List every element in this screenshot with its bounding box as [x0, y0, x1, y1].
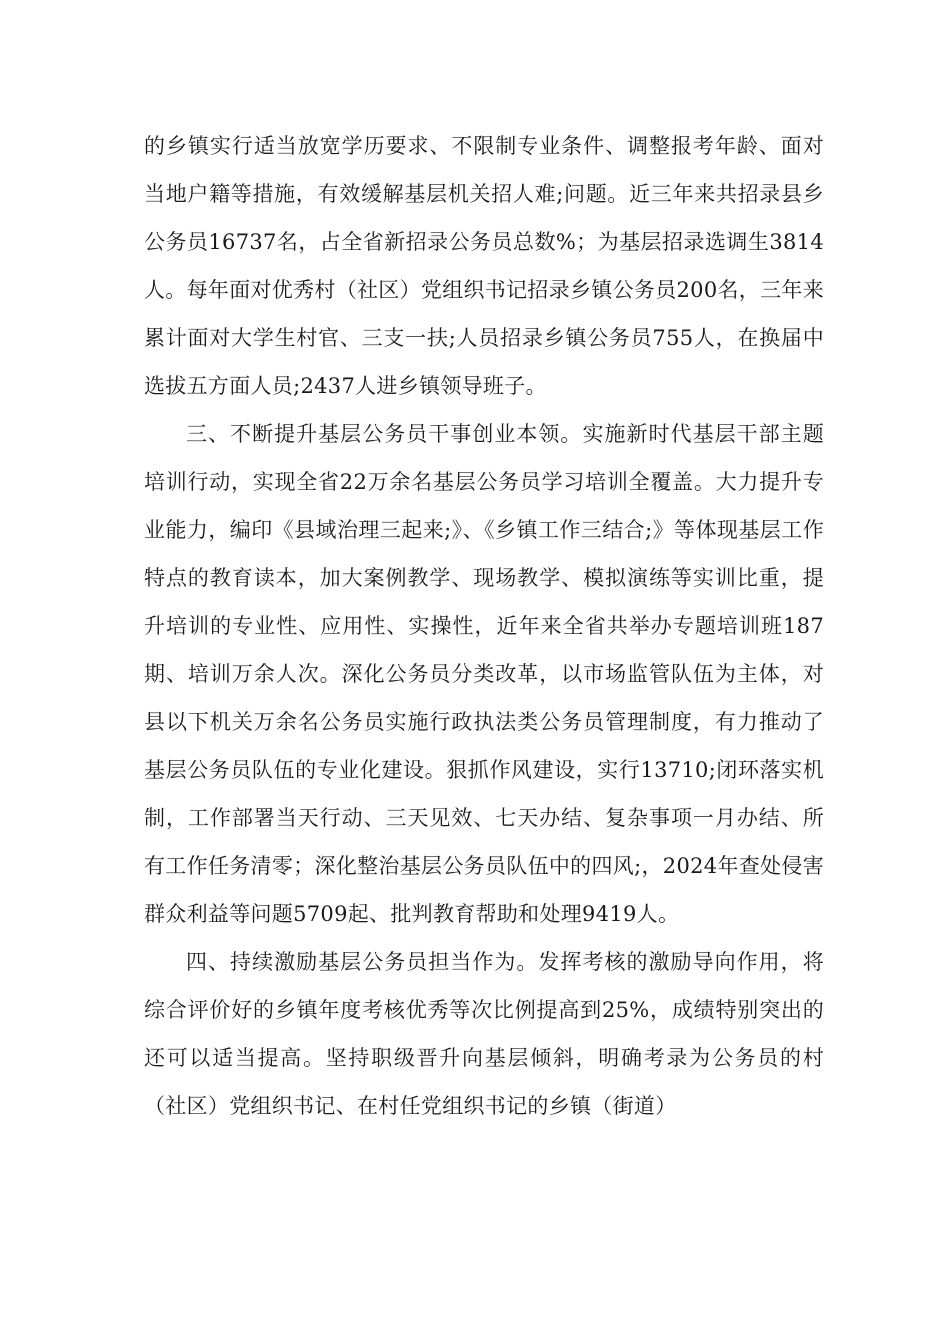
- paragraph-continuation: 的乡镇实行适当放宽学历要求、不限制专业条件、调整报考年龄、面对当地户籍等措施，有效缓解基层机关招人难;问题。近三年来共招录县乡公务员16737名，占全省新招录公务员总数%；为基层招录选调生3814人。每年面对优秀村（社区）党组织书记招录乡镇公务员200名，三年来累计面对大学生村官、三支一扶;人员招录乡镇公务员755人，在换届中选拔五方面人员;2437人进乡镇领导班子。: [144, 134, 824, 398]
- document-body: [144, 122, 824, 1130]
- paragraph-section-four: 四、持续激励基层公务员担当作为。发挥考核的激励导向作用，将综合评价好的乡镇年度考核优秀等次比例提高到25%，成绩特别突出的还可以适当提高。坚持职级晋升向基层倾斜，明确考录为公务员的村（社区）党组织书记、在村任党组织书记的乡镇（街道）: [144, 950, 824, 1118]
- paragraph-section-three: 三、不断提升基层公务员干事创业本领。实施新时代基层干部主题培训行动，实现全省22万余名基层公务员学习培训全覆盖。大力提升专业能力，编印《县域治理三起来;》、《乡镇工作三结合;》等体现基层工作特点的教育读本，加大案例教学、现场教学、模拟演练等实训比重，提升培训的专业性、应用性、实操性，近年来全省共举办专题培训班187期、培训万余人次。深化公务员分类改革，以市场监管队伍为主体，对县以下机关万余名公务员实施行政执法类公务员管理制度，有力推动了基层公务员队伍的专业化建设。狠抓作风建设，实行13710;闭环落实机制，工作部署当天行动、三天见效、七天办结、复杂事项一月办结、所有工作任务清零；深化整治基层公务员队伍中的四风;，2024年查处侵害群众利益等问题5709起、批判教育帮助和处理9419人。: [144, 422, 824, 926]
